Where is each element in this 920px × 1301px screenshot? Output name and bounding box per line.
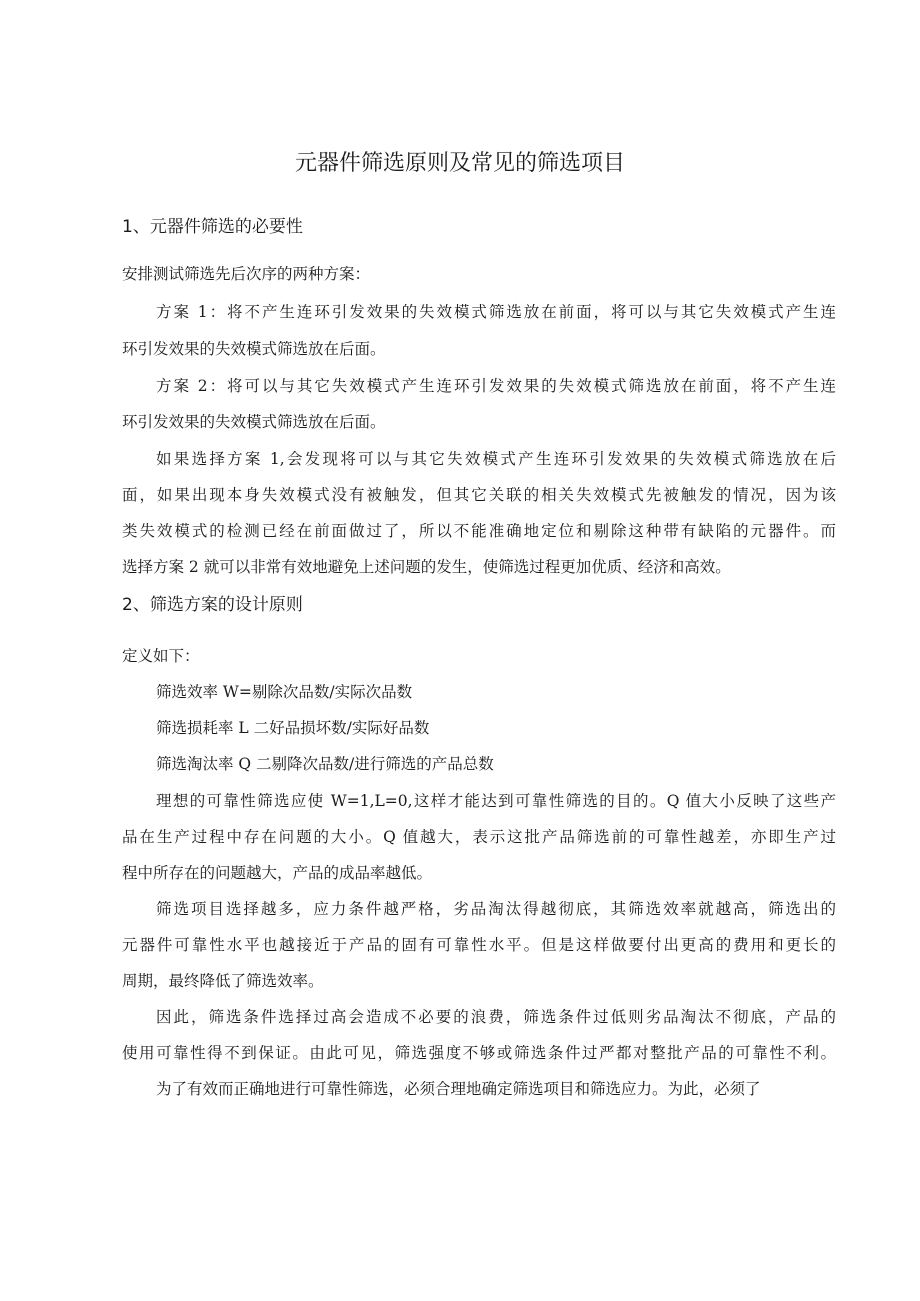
section-1-heading: 1、元器件筛选的必要性 (122, 217, 303, 237)
section-2-intro: 定义如下： (122, 647, 200, 665)
document-title: 元器件筛选原则及常见的筛选项目 (294, 151, 625, 176)
plan-2-line-1: 方案 2：将可以与其它失效模式产生连环引发效果的失效模式筛选放在前面，将不产生连 (156, 377, 836, 395)
paragraph-line: 选择方案 2 就可以非常有效地避免上述问题的发生，使筛选过程更加优质、经济和高效。 (122, 558, 731, 576)
paragraph-line: 如果选择方案 1,会发现将可以与其它失效模式产生连环引发效果的失效模式筛选放在后 (156, 450, 836, 468)
paragraph-line: 类失效模式的检测已经在前面做过了，所以不能准确地定位和剔除这种带有缺陷的元器件。而 (122, 522, 836, 540)
section-1-intro: 安排测试筛选先后次序的两种方案： (122, 265, 371, 283)
definition-screening-rejection-rate: 筛选淘汰率 Q 二剔降次品数/进行筛选的产品总数 (156, 755, 494, 773)
paragraph-line: 元器件可靠性水平也越接近于产品的固有可靠性水平。但是这样做要付出更高的费用和更长的 (122, 936, 836, 954)
paragraph-line: 程中所存在的问题越大，产品的成品率越低。 (122, 864, 433, 882)
plan-1-line-1: 方案 1：将不产生连环引发效果的失效模式筛选放在前面，将可以与其它失效模式产生连 (156, 303, 836, 321)
paragraph-line: 筛选项目选择越多，应力条件越严格，劣品淘汰得越彻底，其筛选效率就越高，筛选出的 (156, 900, 836, 918)
plan-1-line-2: 环引发效果的失效模式筛选放在后面。 (122, 340, 386, 358)
paragraph-line: 理想的可靠性筛选应使 W=1,L=0,这样才能达到可靠性筛选的目的。Q 值大小反映了这些产 (156, 792, 836, 810)
paragraph-line: 使用可靠性得不到保证。由此可见，筛选强度不够或筛选条件过严都对整批产品的可靠性不利。 (122, 1044, 836, 1062)
paragraph-line: 周期，最终降低了筛选效率。 (122, 972, 324, 990)
section-2-heading: 2、筛选方案的设计原则 (122, 595, 303, 615)
definition-screening-loss-rate: 筛选损耗率 L 二好品损坏数/实际好品数 (156, 719, 430, 737)
definition-screening-efficiency: 筛选效率 W=剔除次品数/实际次品数 (156, 683, 413, 701)
paragraph-line: 品在生产过程中存在问题的大小。Q 值越大，表示这批产品筛选前的可靠性越差，亦即生产过 (122, 828, 836, 846)
plan-2-line-2: 环引发效果的失效模式筛选放在后面。 (122, 413, 386, 431)
paragraph-line: 为了有效而正确地进行可靠性筛选，必须合理地确定筛选项目和筛选应力。为此，必须了 (156, 1080, 761, 1098)
paragraph-line: 因此，筛选条件选择过高会造成不必要的浪费，筛选条件过低则劣品淘汰不彻底，产品的 (156, 1008, 836, 1026)
paragraph-line: 面，如果出现本身失效模式没有被触发，但其它关联的相关失效模式先被触发的情况，因为该 (122, 486, 836, 504)
